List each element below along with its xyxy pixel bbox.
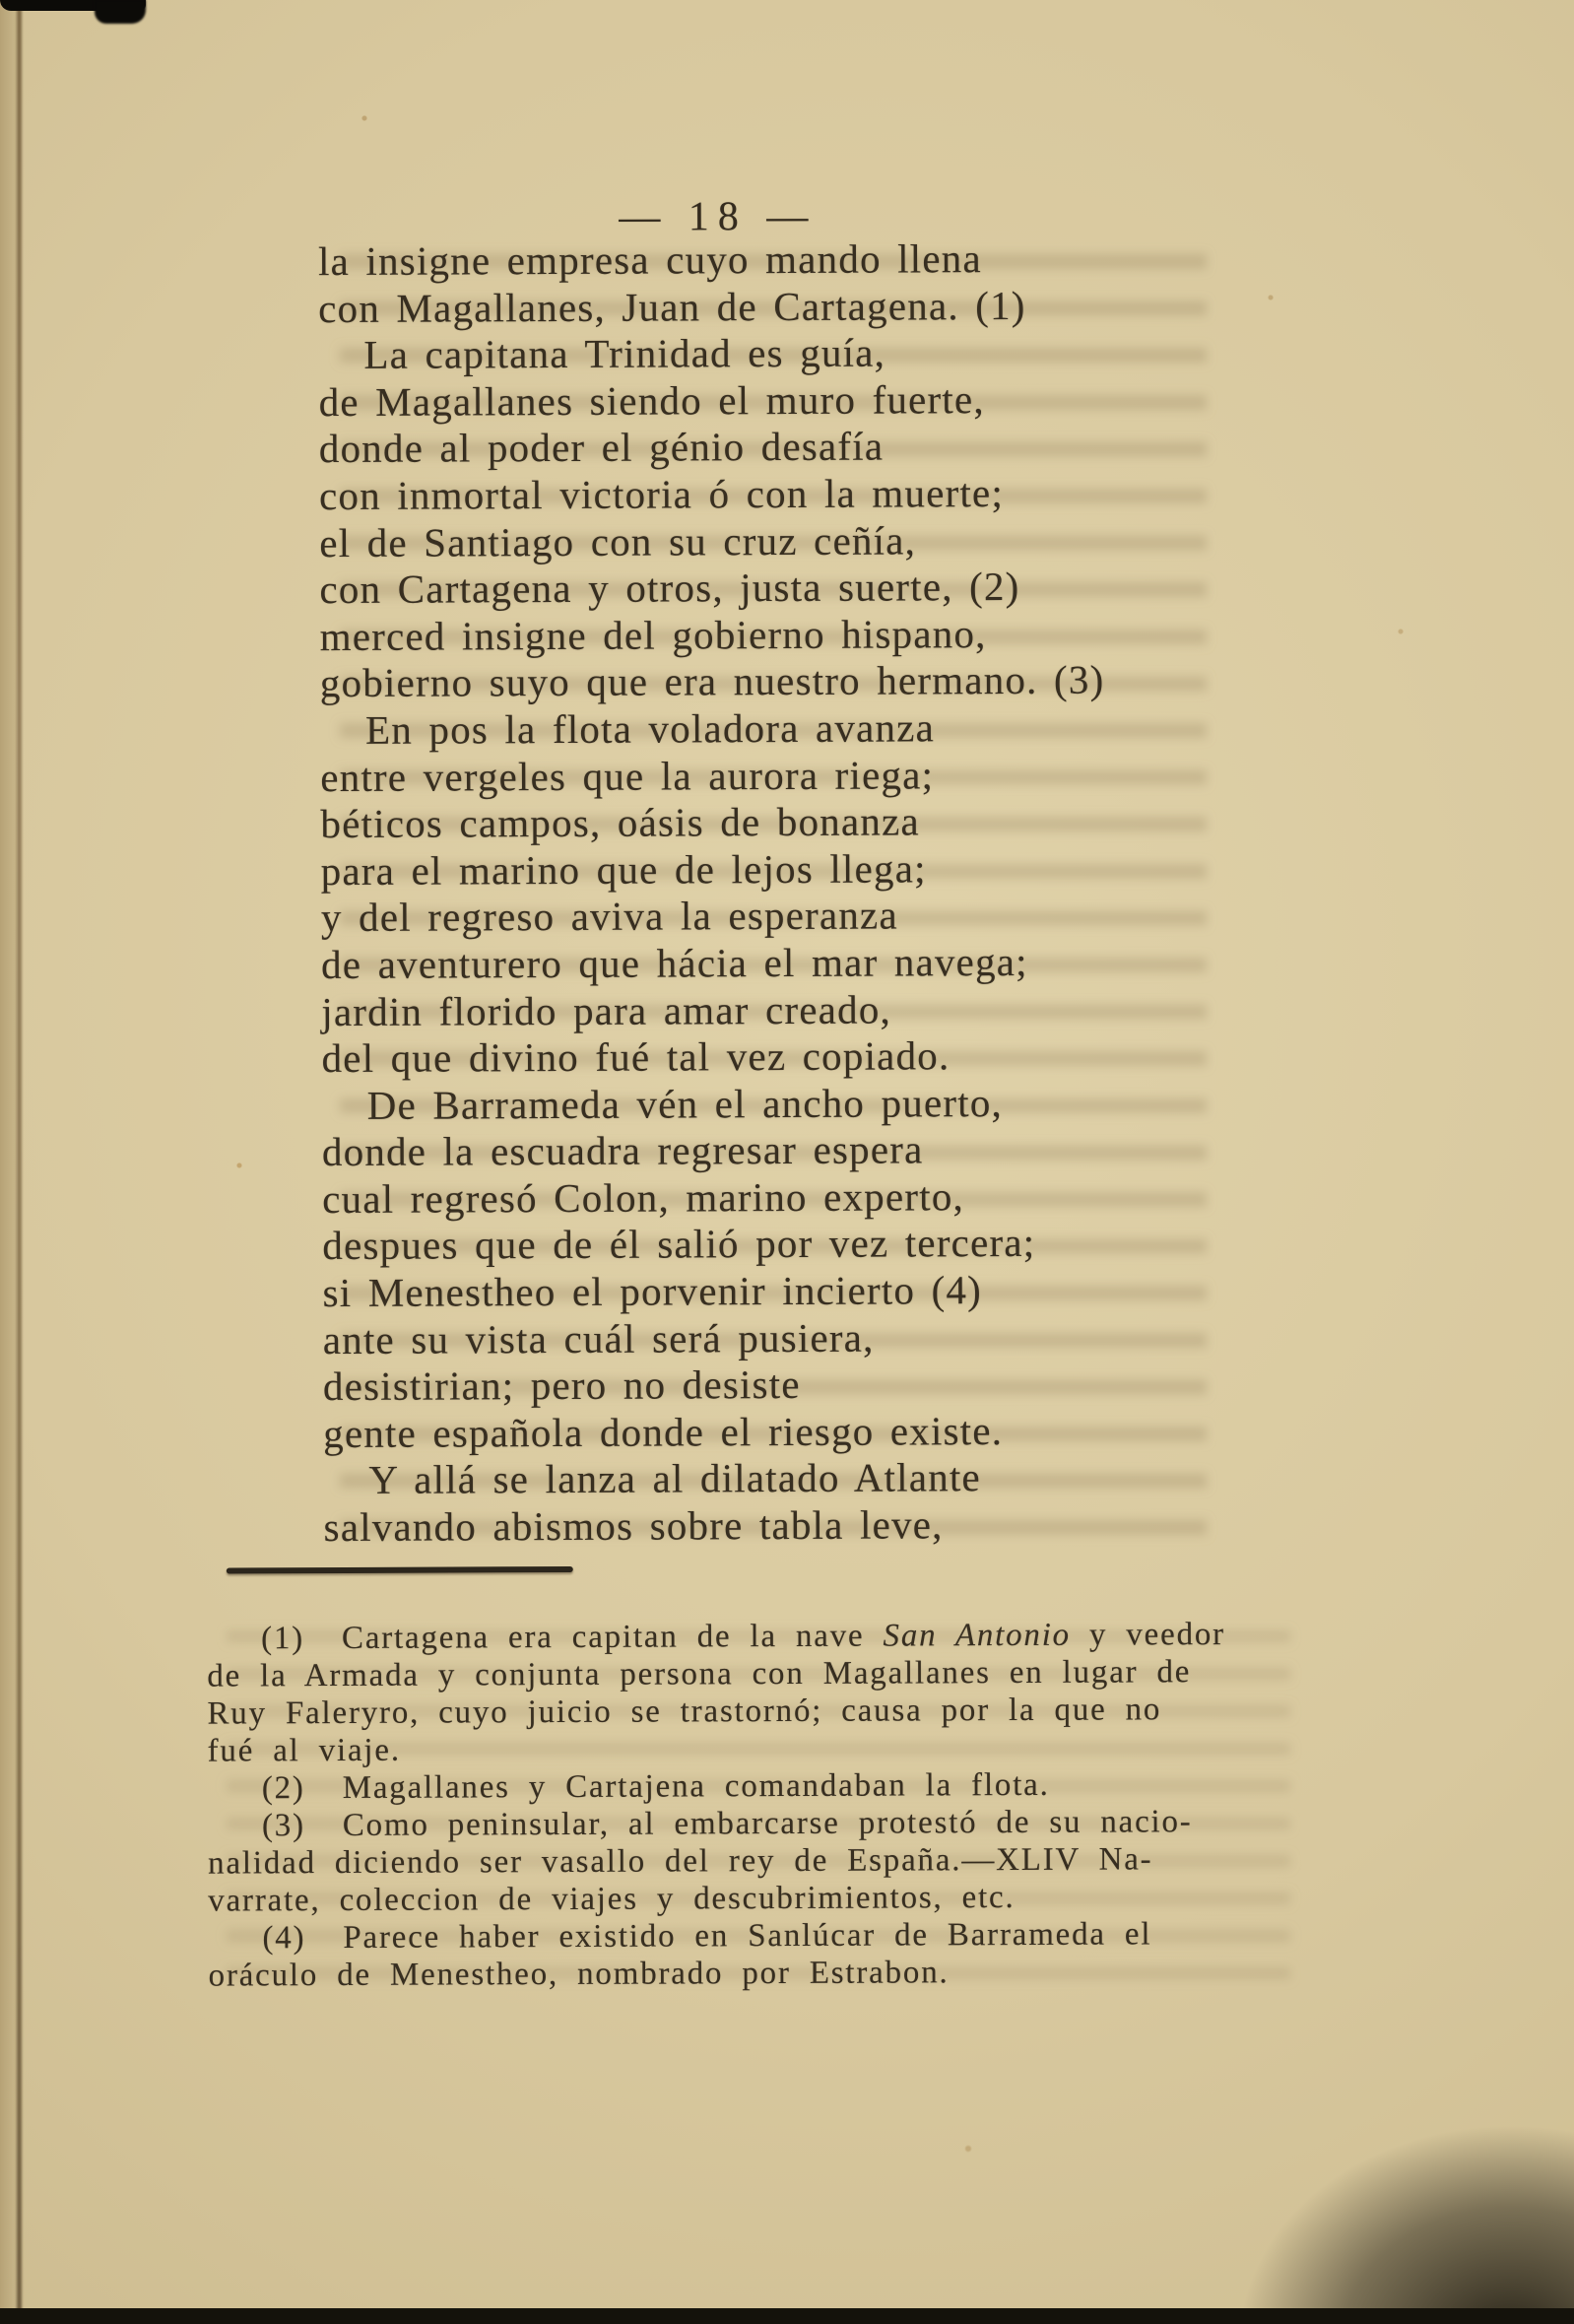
poem-line: con Magallanes, Juan de Cartagena. (1) xyxy=(318,282,1026,331)
poem-line: si Menestheo el porvenir incierto (4) xyxy=(322,1267,983,1316)
footnote-line: fué al viaje. xyxy=(207,1732,401,1769)
poem-line: despues que de él salió por vez tercera; xyxy=(322,1220,1036,1269)
binding-crease-line xyxy=(17,0,22,2324)
footnote-marker: (2) xyxy=(261,1770,305,1807)
poem-line: y del regreso aviva la esperanza xyxy=(320,892,898,941)
scan-edge-top-blob xyxy=(95,0,146,24)
page-gutter-edge xyxy=(0,0,17,2324)
poem-line: con inmortal victoria ó con la muerte; xyxy=(318,470,1005,519)
footnote-marker: (1) xyxy=(261,1621,305,1657)
poem-line: jardin florido para amar creado, xyxy=(321,986,892,1034)
footnote xyxy=(207,1615,1370,1769)
poem-line: gobierno suyo que era nuestro hermano. (3) xyxy=(319,656,1105,706)
footnote-line xyxy=(207,1615,1369,1657)
footnote-text: Como peninsular, al embarcarse protestó de su nacio- xyxy=(342,1804,1193,1843)
footnote-ship-name: San Antonio xyxy=(883,1617,1072,1654)
footnote-line xyxy=(208,1764,1370,1807)
footnote-line xyxy=(208,1914,1370,1957)
footnote-marker: (4) xyxy=(262,1920,306,1957)
footnote-line: varrate, coleccion de viajes y descubrimientos, etc. xyxy=(208,1879,1016,1919)
footnote-text: Magallanes y Cartajena comandaban la flota. xyxy=(342,1766,1050,1806)
poem-line: con Cartagena y otros, justa suerte, (2) xyxy=(319,564,1020,613)
footnote xyxy=(208,1802,1370,1919)
poem-line: el de Santiago con su cruz ceñía, xyxy=(319,516,917,565)
poem-line: para el marino que de lejos llega; xyxy=(320,845,927,894)
footnote-line: de la Armada y conjunta persona con Magallanes en lugar de xyxy=(207,1654,1192,1694)
poem-line: ante su vista cuál será pusiera, xyxy=(322,1314,875,1362)
footnote-text: Parece haber existido en Sanlúcar de Barrameda el xyxy=(343,1916,1152,1956)
poem-line: desistirian; pero no desiste xyxy=(322,1361,801,1410)
poem-line: béticos campos, oásis de bonanza xyxy=(320,798,920,847)
poem-line: donde la escuadra regresar espera xyxy=(321,1126,924,1175)
page-number: — 18 — xyxy=(619,193,818,240)
footnote xyxy=(208,1914,1370,1994)
poem-line: entre vergeles que la aurora riega; xyxy=(320,751,935,800)
poem-line: donde al poder el génio desafía xyxy=(318,423,885,472)
poem-line: La capitana Trinidad es guía, xyxy=(363,329,886,378)
poem-line: De Barrameda vén el ancho puerto, xyxy=(366,1079,1004,1128)
footnotes-block xyxy=(207,1615,1371,1994)
footnote-separator xyxy=(227,1566,573,1574)
poem-line: del que divino fué tal vez copiado. xyxy=(321,1032,951,1082)
poem-line: cual regresó Colon, marino experto, xyxy=(322,1173,965,1222)
scan-edge-bottom xyxy=(0,2308,1574,2324)
poem-line: Y allá se lanza al dilatado Atlante xyxy=(368,1454,981,1503)
footnote-text: Cartagena era capitan de la nave xyxy=(341,1618,884,1656)
poem-line: la insigne empresa cuyo mando llena xyxy=(317,235,982,285)
footnote xyxy=(208,1764,1370,1807)
poem-line: de aventurero que hácia el mar navega; xyxy=(321,938,1028,987)
footnote-line: oráculo de Menestheo, nombrado por Estrabon. xyxy=(208,1955,950,1994)
footnote-line: Ruy Faleryro, cuyo juicio se trastornó; causa por la que no xyxy=(207,1692,1162,1732)
poem-line: gente española donde el riesgo existe. xyxy=(323,1407,1004,1456)
footnote-line xyxy=(208,1802,1370,1844)
page-corner-shadow xyxy=(1229,2117,1574,2324)
poem-block xyxy=(318,235,1108,1552)
poem-line: merced insigne del gobierno hispano, xyxy=(319,610,987,659)
footnote-line: nalidad diciendo ser vasallo del rey de España.—XLIV Na- xyxy=(208,1841,1153,1882)
poem-line: En pos la flota voladora avanza xyxy=(364,704,936,753)
footnote-text: y veedor xyxy=(1070,1617,1225,1653)
poem-line: salvando abismos sobre tabla leve, xyxy=(323,1501,944,1551)
poem-line: de Magallanes siendo el muro fuerte, xyxy=(318,375,985,425)
footnote-marker: (3) xyxy=(261,1808,305,1844)
